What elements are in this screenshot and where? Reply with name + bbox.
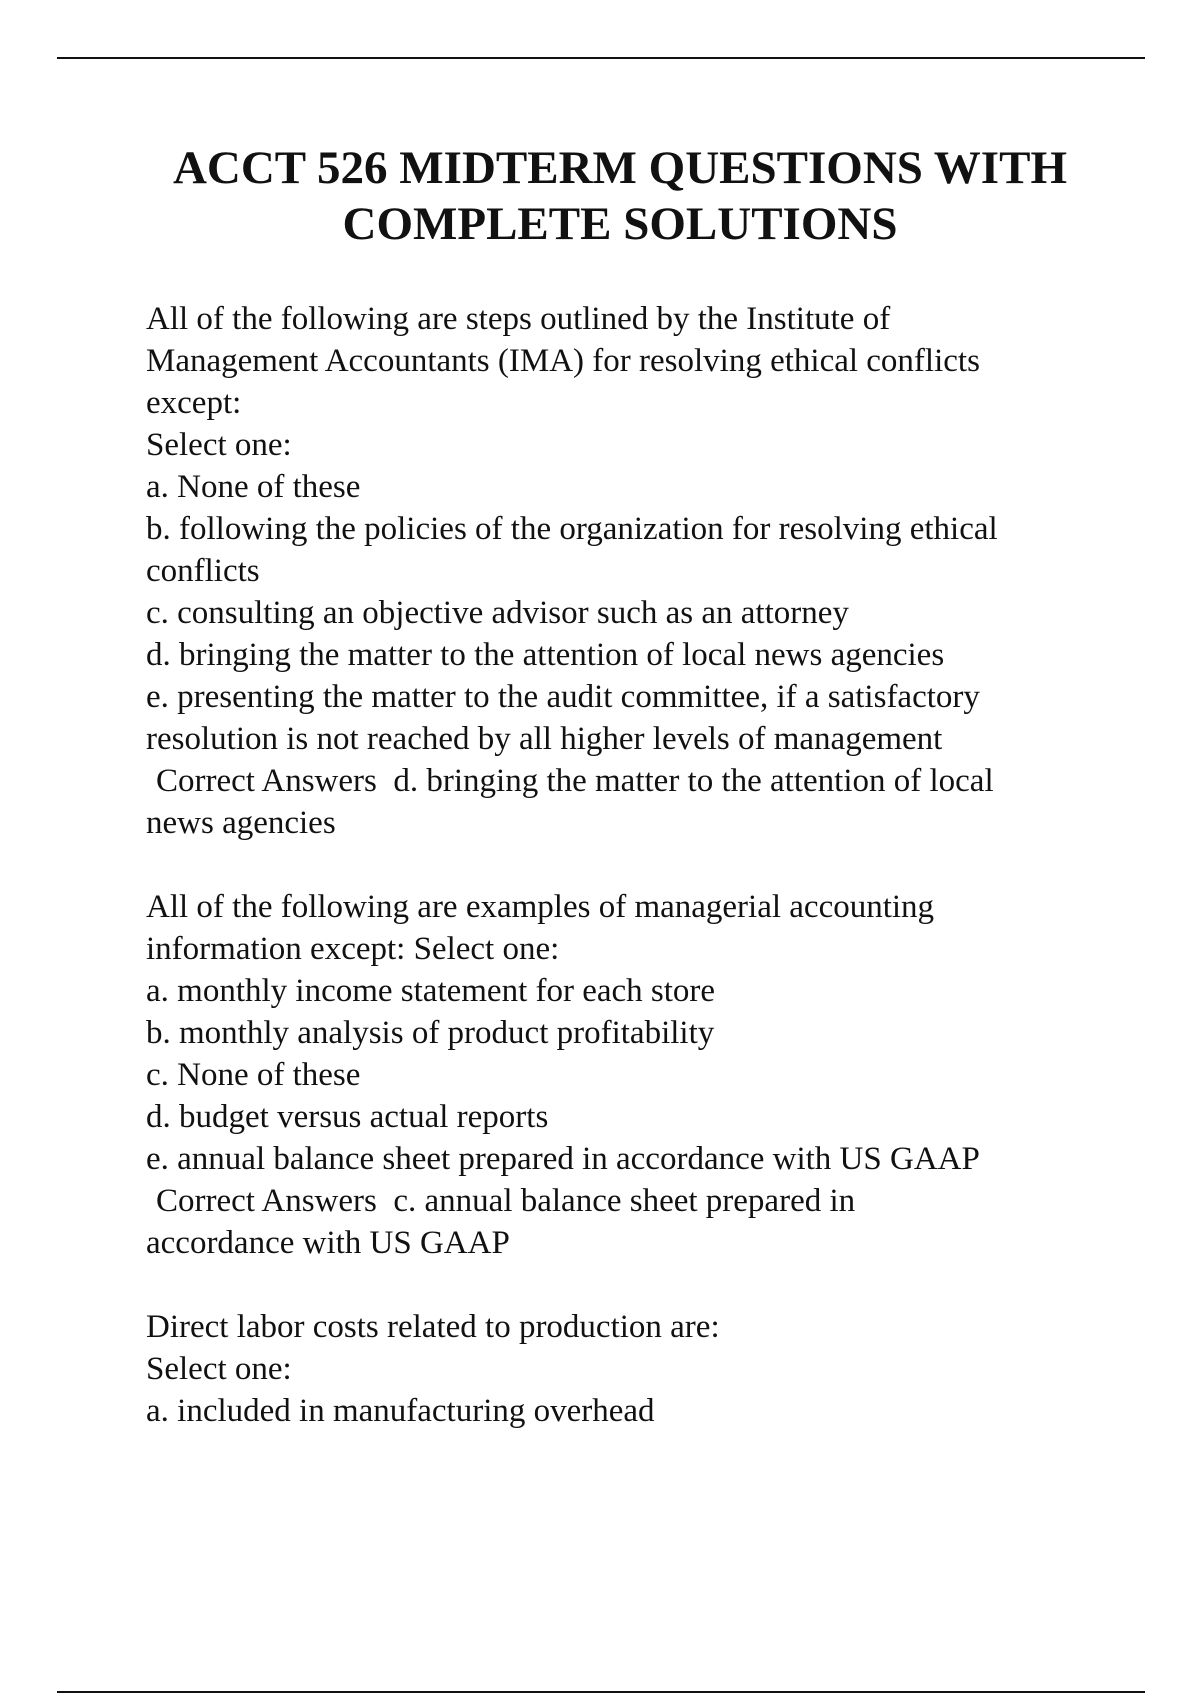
question-2-answer-continued: accordance with US GAAP (146, 1225, 510, 1261)
question-1-select-label: Select one: (146, 427, 292, 463)
question-2-option: a. monthly income statement for each store (146, 973, 716, 1009)
question-1-option: resolution is not reached by all higher levels of management (146, 721, 943, 757)
question-3-option: a. included in manufacturing overhead (146, 1393, 655, 1429)
question-1-prompt-line: All of the following are steps outlined by the Institute of (146, 301, 891, 337)
page-title (100, 140, 1140, 252)
question-1 (146, 298, 1106, 844)
question-2-prompt-line: All of the following are examples of managerial accounting (146, 889, 935, 925)
question-1-option: b. following the policies of the organization for resolving ethical (146, 511, 998, 547)
question-3-prompt-line: Direct labor costs related to production are: (146, 1309, 720, 1345)
correct-answers-label: Correct Answers (156, 763, 377, 799)
question-3 (146, 1306, 1106, 1432)
question-2-option: c. None of these (146, 1057, 361, 1093)
question-2-answer-text: c. annual balance sheet prepared in (393, 1183, 856, 1219)
top-rule (57, 57, 1145, 59)
bottom-rule (57, 1691, 1145, 1693)
question-2 (146, 886, 1106, 1264)
question-2-answer (146, 1180, 1106, 1222)
question-2-option: b. monthly analysis of product profitability (146, 1015, 715, 1051)
title-line-2: COMPLETE SOLUTIONS (342, 198, 898, 250)
question-3-select-label: Select one: (146, 1351, 292, 1387)
question-1-option: conflicts (146, 553, 260, 589)
question-2-option: d. budget versus actual reports (146, 1099, 549, 1135)
question-1-option: d. bringing the matter to the attention of local news agencies (146, 637, 945, 673)
title-line-1: ACCT 526 MIDTERM QUESTIONS WITH (172, 142, 1068, 194)
question-1-answer (146, 760, 1106, 802)
question-1-option: a. None of these (146, 469, 361, 505)
question-1-option: c. consulting an objective advisor such as an attorney (146, 595, 849, 631)
question-1-prompt-line: except: (146, 385, 242, 421)
question-2-prompt-line: information except: Select one: (146, 931, 560, 967)
question-2-option: e. annual balance sheet prepared in accordance with US GAAP (146, 1141, 980, 1177)
correct-answers-label: Correct Answers (156, 1183, 377, 1219)
question-1-option: e. presenting the matter to the audit committee, if a satisfactory (146, 679, 980, 715)
question-1-answer-continued: news agencies (146, 805, 336, 841)
question-1-answer-text: d. bringing the matter to the attention of local (393, 763, 994, 799)
question-1-prompt-line: Management Accountants (IMA) for resolving ethical conflicts (146, 343, 980, 379)
document-body (146, 298, 1106, 1474)
